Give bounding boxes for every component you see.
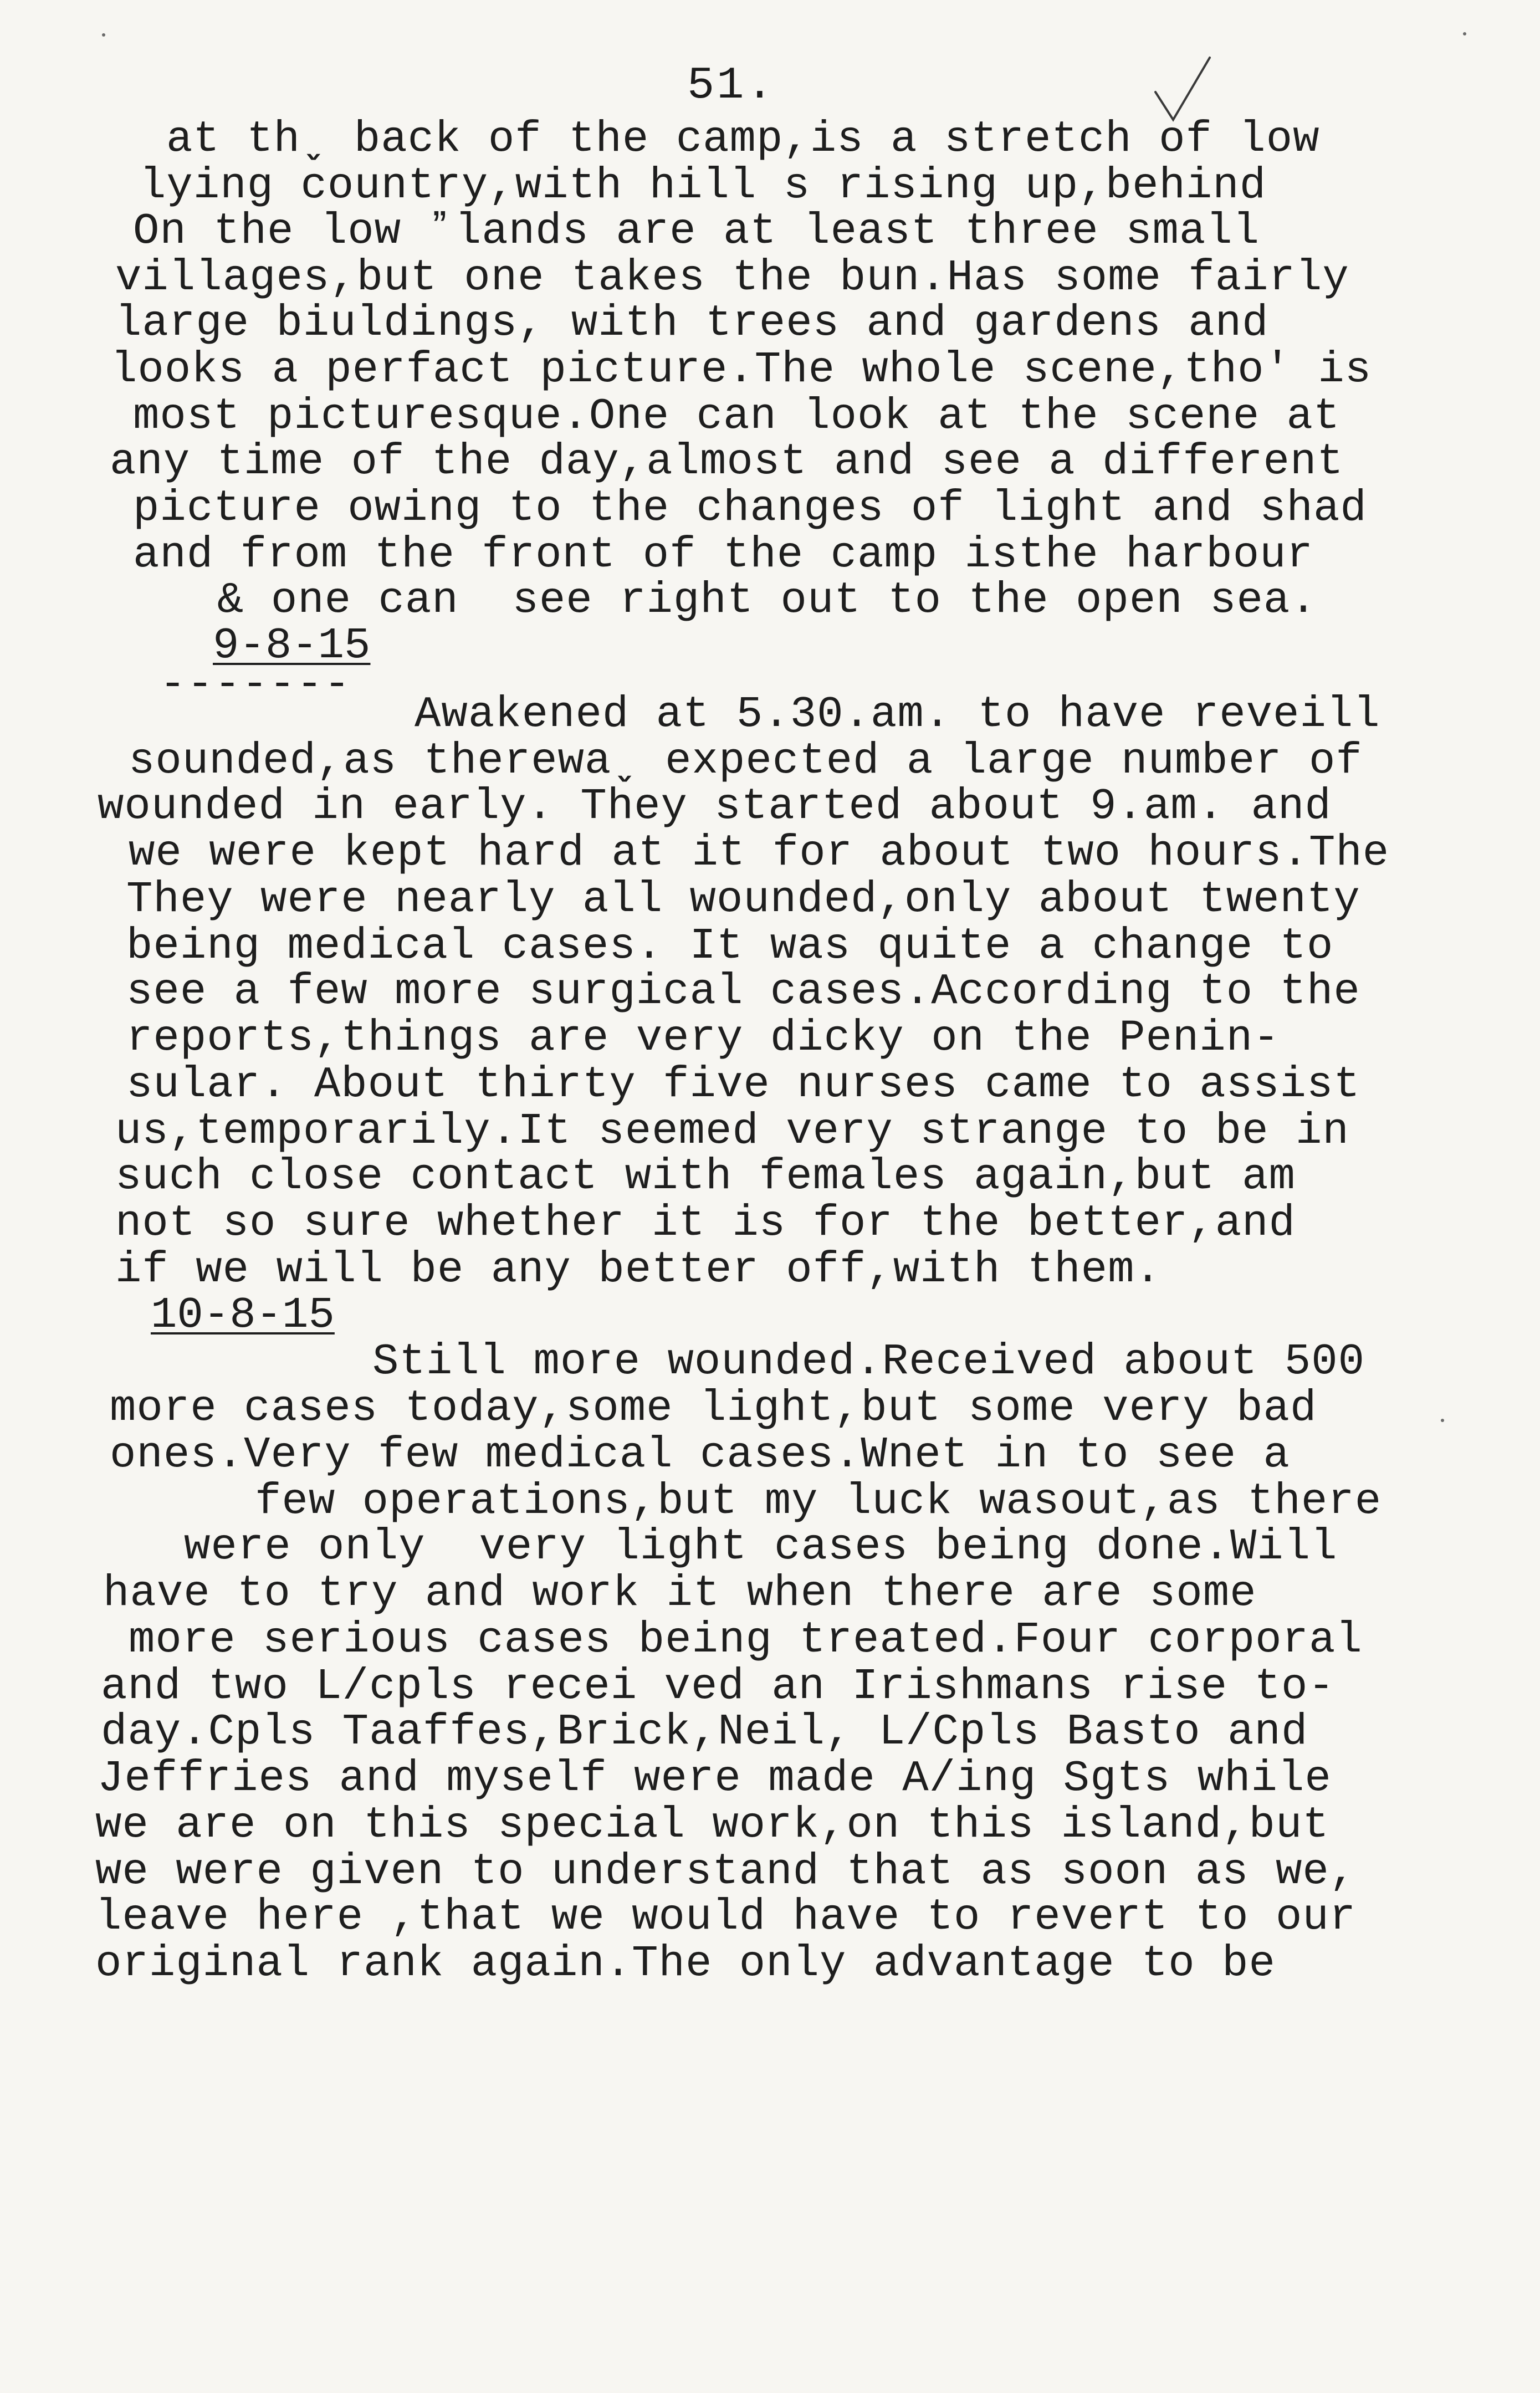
text-line: if we will be any better off,with them. xyxy=(115,1245,1162,1295)
text-line: have to try and work it when there are some xyxy=(103,1568,1257,1618)
text-line: villages,but one takes the bun.Has some fairly xyxy=(115,253,1349,303)
text-line: us,temporarily.It seemed very strange to be in xyxy=(115,1106,1349,1156)
text-line: On the low ˮlands are at least three small xyxy=(133,206,1260,256)
text-line: ones.Very few medical cases.Wnet in to see a xyxy=(110,1430,1290,1480)
text-line: at thˬ back of the camp,is a stretch of low xyxy=(166,114,1320,164)
text-line: we were kept hard at it for about two hours.The xyxy=(129,828,1390,878)
text-line: looks a perfact picture.The whole scene,tho' is xyxy=(111,345,1372,395)
text-line: and from the front of the camp isthe harbour xyxy=(133,530,1313,580)
scan-speck xyxy=(1463,32,1466,35)
text-line: Still more wounded.Received about 500 xyxy=(372,1337,1365,1387)
entry-date: 10-8-15 xyxy=(151,1290,335,1340)
scan-speck xyxy=(102,33,105,37)
text-line: & one can see right out to the open sea. xyxy=(217,575,1317,625)
text-line: more cases today,some light,but some very bad xyxy=(110,1383,1317,1433)
text-line: wounded in early. They started about 9.am. and xyxy=(98,781,1332,831)
text-line: They were nearly all wounded,only about twenty xyxy=(126,875,1360,924)
text-line: day.Cpls Taaffes,Brick,Neil, L/Cpls Basto and xyxy=(101,1707,1308,1757)
text-line: we were given to understand that as soon as we, xyxy=(95,1847,1357,1896)
entry-date: 9-8-15 xyxy=(213,621,371,671)
text-line: were only very light cases being done.Will xyxy=(184,1522,1338,1572)
text-line: such close contact with females again,but am xyxy=(115,1152,1296,1201)
text-line: few operations,but my luck wasout,as there xyxy=(255,1476,1382,1526)
text-line: original rank again.The only advantage to be xyxy=(95,1939,1276,1988)
text-line: being medical cases. It was quite a change to xyxy=(126,921,1334,971)
text-line: not so sure whether it is for the better,and xyxy=(115,1198,1296,1248)
text-line: leave here ,that we would have to revert to our xyxy=(95,1892,1357,1942)
text-line: and two L/cpls recei ved an Irishmans rise to- xyxy=(101,1661,1335,1711)
text-line: more serious cases being treated.Four corporal xyxy=(129,1615,1363,1665)
text-line: picture owing to the changes of light and shad xyxy=(133,483,1367,533)
text-line: reports,things are very dicky on the Penin- xyxy=(126,1013,1280,1063)
text-line: any time of the day,almost and see a different xyxy=(110,437,1344,487)
text-line: most picturesque.One can look at the scene at xyxy=(133,391,1341,441)
text-line: Jeffries and myself were made A/ing Sgts while xyxy=(98,1753,1332,1803)
page-number: 51. xyxy=(687,60,776,111)
scan-speck xyxy=(1441,1419,1444,1422)
text-line: lying country,with hill s rising up,behind xyxy=(140,161,1267,211)
text-line: we are on this special work,on this island,but xyxy=(95,1800,1329,1850)
text-line: Awakened at 5.30.am. to have reveill xyxy=(415,689,1380,739)
text-line: see a few more surgical cases.According to the xyxy=(126,967,1360,1016)
text-line: sounded,as therewaˬ expected a large number of xyxy=(129,736,1363,786)
text-line: large biuldings, with trees and gardens and xyxy=(115,298,1269,348)
date-rule: ------- xyxy=(160,659,351,709)
text-line: sular. About thirty five nurses came to assist xyxy=(126,1060,1360,1109)
